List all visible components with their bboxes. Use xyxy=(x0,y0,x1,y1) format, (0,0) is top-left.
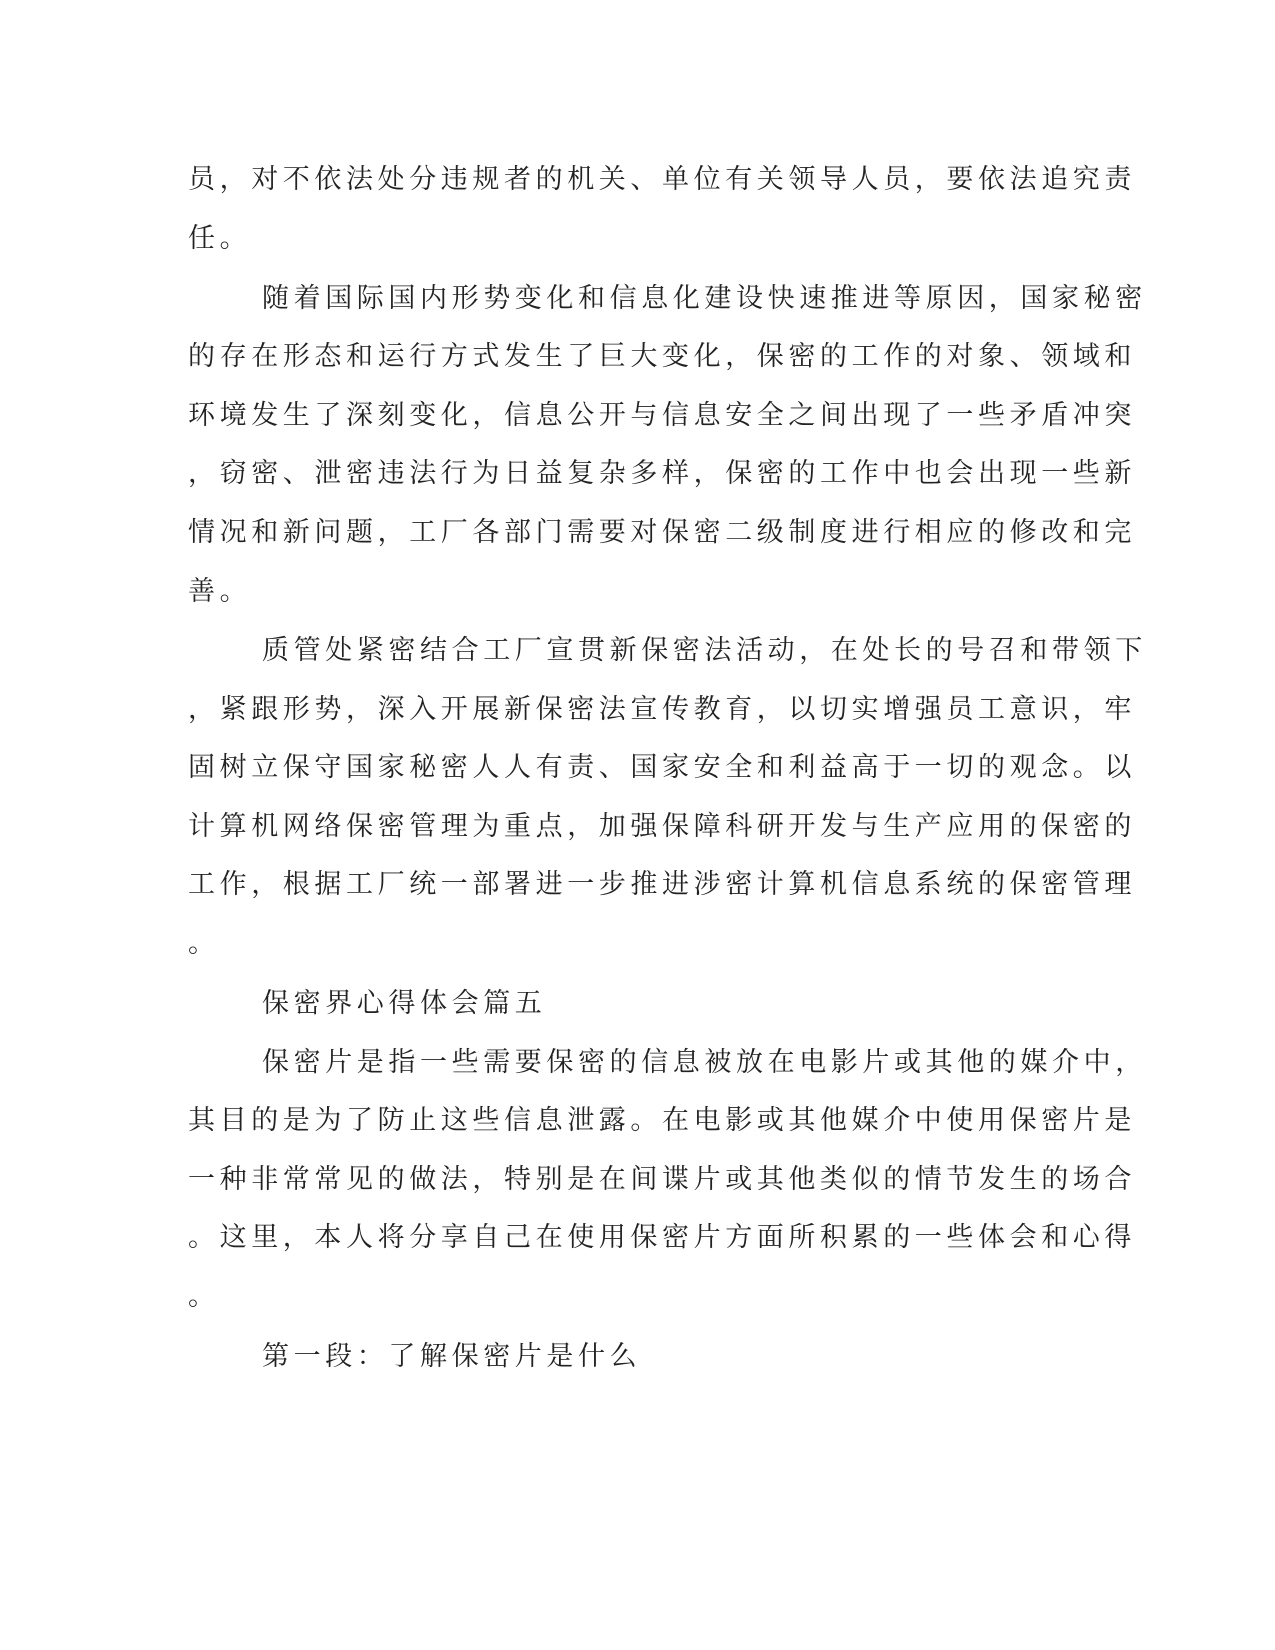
text-line: 。 xyxy=(188,928,220,959)
section-heading: 第一段：了解保密片是什么 xyxy=(262,1341,642,1372)
text-line: 环境发生了深刻变化，信息公开与信息安全之间出现了一些矛盾冲突 xyxy=(188,400,1136,431)
paragraph-first-line: 质管处紧密结合工厂宣贯新保密法活动，在处长的号召和带领下 xyxy=(262,635,1147,666)
text-line: 任。 xyxy=(188,223,252,254)
text-line: 其目的是为了防止这些信息泄露。在电影或其他媒介中使用保密片是 xyxy=(188,1105,1136,1136)
section-heading: 保密界心得体会篇五 xyxy=(262,988,547,1019)
text-line: ，紧跟形势，深入开展新保密法宣传教育，以切实增强员工意识，牢 xyxy=(188,694,1136,725)
text-line: 一种非常常见的做法，特别是在间谍片或其他类似的情节发生的场合 xyxy=(188,1164,1136,1195)
text-line: 固树立保守国家秘密人人有责、国家安全和利益高于一切的观念。以 xyxy=(188,752,1136,783)
text-line: 的存在形态和运行方式发生了巨大变化，保密的工作的对象、领域和 xyxy=(188,341,1136,372)
text-line: 。 xyxy=(188,1281,220,1312)
text-line: ，窃密、泄密违法行为日益复杂多样，保密的工作中也会出现一些新 xyxy=(188,458,1136,489)
paragraph-first-line: 保密片是指一些需要保密的信息被放在电影片或其他的媒介中， xyxy=(262,1047,1147,1078)
text-line: 计算机网络保密管理为重点，加强保障科研开发与生产应用的保密的 xyxy=(188,811,1136,842)
text-line: 员，对不依法处分违规者的机关、单位有关领导人员，要依法追究责 xyxy=(188,164,1136,195)
text-line: 情况和新问题，工厂各部门需要对保密二级制度进行相应的修改和完 xyxy=(188,517,1136,548)
text-line: 善。 xyxy=(188,576,252,607)
paragraph-first-line: 随着国际国内形势变化和信息化建设快速推进等原因，国家秘密 xyxy=(262,283,1147,314)
text-line: 工作，根据工厂统一部署进一步推进涉密计算机信息系统的保密管理 xyxy=(188,869,1136,900)
text-line: 。这里，本人将分享自己在使用保密片方面所积累的一些体会和心得 xyxy=(188,1222,1136,1253)
